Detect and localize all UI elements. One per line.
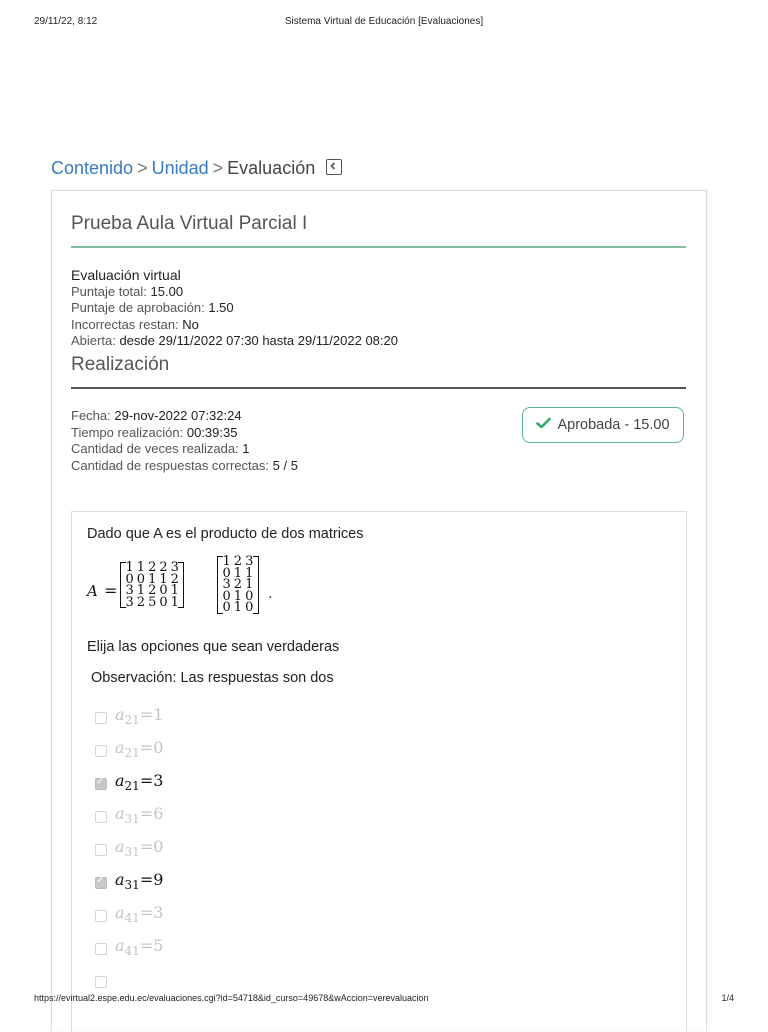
pass-label: Puntaje de aprobación:	[71, 300, 205, 315]
formula-equals: =	[104, 581, 118, 600]
matrix-cell: 0	[159, 594, 168, 610]
matrix-cell: 0	[125, 571, 134, 587]
matrix-cell: 2	[233, 577, 243, 592]
open-value: desde 29/11/2022 07:30 hasta 29/11/2022 08:20	[119, 333, 398, 348]
time-value: 00:39:35	[186, 424, 238, 440]
total-label: Puntaje total:	[71, 283, 147, 299]
matrix-cell: 2	[148, 583, 157, 598]
answer-variable: a	[115, 705, 125, 724]
count-value: 1	[242, 441, 250, 456]
matrix-cell: 1	[233, 600, 243, 615]
matrix-cell: 0	[222, 600, 231, 615]
wrong-label: Incorrectas restan:	[71, 316, 179, 332]
answer-value: =6	[139, 804, 164, 823]
answer-subscript: 31	[124, 845, 140, 859]
answer-checkbox[interactable]	[95, 943, 107, 955]
breadcrumb-separator: >	[137, 158, 148, 178]
answer-subscript: 41	[124, 944, 140, 958]
matrix-cell: 1	[125, 560, 134, 575]
answer-variable: a	[115, 771, 125, 790]
date-value: 29-nov-2022 07:32:24	[114, 408, 242, 423]
answer-checkbox[interactable]	[95, 811, 107, 823]
answer-value: =0	[139, 738, 164, 757]
matrix-cell: 1	[233, 588, 243, 604]
status-badge	[522, 407, 684, 443]
print-page-title: Sistema Virtual de Educación [Evaluaciones]	[284, 16, 484, 27]
matrix-cell: 0	[245, 600, 254, 615]
answer-value: =3	[139, 771, 164, 790]
answer-subscript: 41	[124, 911, 140, 925]
answer-expression	[115, 903, 163, 925]
answer-option[interactable]	[95, 936, 295, 960]
correct-label: Cantidad de respuestas correctas:	[71, 457, 269, 473]
matrix-cell: 1	[222, 554, 231, 569]
matrix-cell: 3	[245, 554, 254, 569]
answer-checkbox[interactable]	[95, 910, 107, 922]
formula-end: .	[268, 586, 273, 602]
matrix-cell: 2	[148, 560, 157, 575]
answer-option[interactable]	[95, 738, 295, 762]
matrix-cell: 1	[159, 571, 168, 587]
matrix-cell: 1	[136, 560, 146, 575]
question-instruction: Elija las opciones que sean verdaderas	[87, 639, 340, 655]
time-label: Tiempo realización:	[71, 424, 184, 440]
answer-expression	[115, 705, 163, 727]
matrix-cell: 1	[245, 565, 254, 581]
matrix-cell: 1	[170, 594, 179, 610]
matrix-cell: 1	[148, 571, 157, 587]
count-label: Cantidad de veces realizada:	[71, 441, 239, 456]
answer-subscript: 21	[124, 746, 140, 760]
wrong-value: No	[182, 316, 199, 332]
answer-option[interactable]	[95, 870, 295, 894]
matrix-cell: 1	[170, 583, 179, 598]
matrix-cell: 2	[136, 594, 146, 610]
total-value: 15.00	[150, 283, 184, 299]
answer-checkbox[interactable]	[95, 712, 107, 724]
breadcrumb-current: Evaluación	[227, 158, 316, 178]
answer-option[interactable]	[95, 705, 295, 729]
answer-subscript: 21	[124, 779, 140, 793]
matrix-cell: 0	[159, 583, 168, 598]
question-text: Dado que A es el producto de dos matrices	[87, 526, 364, 542]
answer-option[interactable]	[95, 804, 295, 828]
print-url: https://evirtual2.espe.edu.ec/evaluaciones.cgi?id=54718&id_curso=49678&wAccion=verevaluacion	[34, 993, 429, 1003]
matrix-cell: 3	[125, 594, 134, 610]
title-divider	[71, 246, 686, 248]
evaluation-panel	[51, 190, 707, 1031]
answer-option[interactable]	[95, 903, 295, 927]
matrix-cell: 5	[148, 594, 157, 610]
matrix-cell: 0	[245, 588, 254, 604]
answer-expression	[115, 738, 163, 760]
answer-option[interactable]	[95, 969, 295, 993]
matrix-cell: 2	[233, 554, 243, 569]
answer-value: =0	[139, 837, 164, 856]
evaluation-type: Evaluación virtual	[71, 267, 181, 283]
matrix-cell: 3	[170, 560, 179, 575]
matrix-cell: 0	[222, 588, 231, 604]
date-label: Fecha:	[71, 408, 111, 423]
answer-variable: a	[115, 903, 125, 922]
matrix-cell: 3	[222, 577, 231, 592]
print-header	[34, 16, 734, 32]
evaluation-title: Prueba Aula Virtual Parcial I	[71, 213, 308, 234]
answer-checkbox[interactable]	[95, 745, 107, 757]
breadcrumb-contenido[interactable]: Contenido	[51, 158, 134, 178]
matrix-cell: 1	[233, 565, 243, 581]
matrix-cell: 1	[136, 583, 146, 598]
print-page-number: 1/4	[721, 993, 734, 1003]
answer-expression	[115, 870, 163, 892]
matrix-formula	[87, 554, 307, 630]
answer-value: =3	[139, 903, 164, 922]
section-title: Realización	[71, 354, 170, 375]
matrix-cell: 2	[159, 560, 168, 575]
formula-lhs: A	[87, 582, 98, 600]
print-datetime: 29/11/22, 8:12	[34, 16, 98, 27]
breadcrumb-unidad[interactable]: Unidad	[151, 158, 209, 178]
matrix-cell: 0	[136, 571, 146, 587]
answer-subscript: 21	[124, 713, 140, 727]
answer-expression	[115, 771, 163, 793]
back-icon[interactable]	[326, 159, 342, 175]
answer-option[interactable]	[95, 771, 295, 795]
answer-expression	[115, 936, 163, 958]
answer-variable: a	[115, 837, 125, 856]
matrix-cell: 1	[245, 577, 254, 592]
check-icon	[536, 417, 551, 433]
evaluation-info	[71, 267, 398, 350]
matrix-1	[120, 562, 184, 608]
answer-value: =9	[139, 870, 164, 889]
answer-checkbox[interactable]	[95, 976, 107, 988]
print-footer	[34, 993, 734, 1007]
pass-value: 1.50	[208, 300, 234, 315]
answer-variable: a	[115, 738, 125, 757]
answer-checkbox[interactable]	[95, 844, 107, 856]
answer-value: =1	[139, 705, 164, 724]
matrix-cell: 3	[125, 583, 134, 598]
attempt-info	[71, 408, 298, 474]
question-observation: Observación: Las respuestas son dos	[91, 670, 334, 686]
answer-expression	[115, 804, 163, 826]
answer-variable: a	[115, 870, 125, 889]
answer-expression	[115, 837, 163, 859]
answer-variable: a	[115, 804, 125, 823]
answer-subscript: 31	[124, 878, 140, 892]
breadcrumb	[51, 158, 342, 179]
matrix-2	[217, 556, 259, 614]
question-card	[71, 511, 687, 1032]
answer-subscript: 31	[124, 812, 140, 826]
answer-value: =5	[139, 936, 164, 955]
answer-checkbox[interactable]	[95, 877, 107, 889]
open-label: Abierta:	[71, 333, 116, 348]
answer-checkbox[interactable]	[95, 778, 107, 790]
section-divider	[71, 387, 686, 389]
answer-option[interactable]	[95, 837, 295, 861]
status-badge-text: Aprobada - 15.00	[557, 417, 670, 433]
breadcrumb-separator: >	[212, 158, 224, 178]
correct-value: 5 / 5	[272, 457, 298, 473]
answer-variable: a	[115, 936, 125, 955]
matrix-cell: 2	[170, 571, 179, 587]
matrix-cell: 0	[222, 565, 231, 581]
